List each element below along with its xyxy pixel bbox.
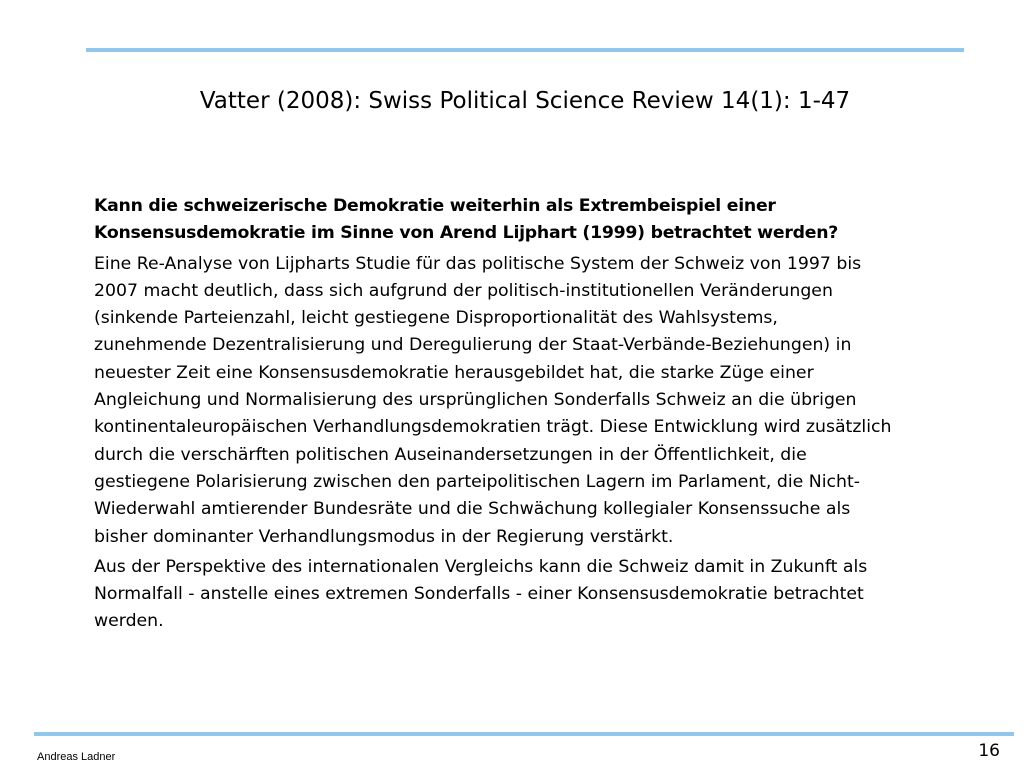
slide-title: Vatter (2008): Swiss Political Science Review 14(1): 1-47 (199, 88, 851, 114)
lead-question-line-1: Kann die schweizerische Demokratie weiterhin als Extrembeispiel einer (94, 196, 776, 216)
paragraph-1-line: 2007 macht deutlich, dass sich aufgrund der politisch-institutionellen Veränderungen (94, 280, 833, 301)
paragraph-2-line: Aus der Perspektive des internationalen Vergleichs kann die Schweiz damit in Zukunft als (94, 556, 868, 577)
paragraph-2 (94, 554, 972, 636)
lead-question-line-2: Konsensusdemokratie im Sinne von Arend Lijphart (1999) betrachtet werden? (94, 223, 839, 244)
footer-author: Andreas Ladner (37, 751, 116, 763)
paragraph-1-line: Angleichung und Normalisierung des ursprünglichen Sonderfalls Schweiz an die übrigen (94, 390, 857, 411)
paragraph-1-line: durch die verschärften politischen Auseinandersetzungen in der Öffentlichkeit, die (94, 444, 807, 465)
top-divider (86, 48, 964, 52)
slide-body (94, 193, 972, 636)
paragraph-1-line: bisher dominanter Verhandlungsmodus in der Regierung verstärkt. (94, 526, 674, 547)
paragraph-1-line: gestiegene Polarisierung zwischen den parteipolitischen Lagern im Parlament, die Nicht- (94, 471, 860, 492)
paragraph-1-line: neuester Zeit eine Konsensusdemokratie herausgebildet hat, die starke Züge einer (94, 362, 814, 383)
page-number: 16 (978, 741, 1000, 761)
paragraph-1-line: Eine Re-Analyse von Lijpharts Studie für das politische System der Schweiz von 1997 bis (94, 253, 862, 274)
paragraph-2-line: werden. (94, 611, 164, 632)
paragraph-1-line: (sinkende Parteienzahl, leicht gestiegene Disproportionalität des Wahlsystems, (94, 308, 778, 329)
bottom-divider (34, 732, 1014, 736)
paragraph-1 (94, 251, 972, 551)
paragraph-1-line: zunehmende Dezentralisierung und Deregulierung der Staat-Verbände-Beziehungen) in (94, 335, 852, 356)
paragraph-2-line: Normalfall - anstelle eines extremen Sonderfalls - einer Konsensusdemokratie betrachtet (94, 584, 864, 605)
paragraph-1-line: kontinentaleuropäischen Verhandlungsdemokratien trägt. Diese Entwicklung wird zusätzlich (94, 417, 892, 438)
paragraph-1-line: Wiederwahl amtierender Bundesräte und die Schwächung kollegialer Konsenssuche als (94, 499, 851, 520)
